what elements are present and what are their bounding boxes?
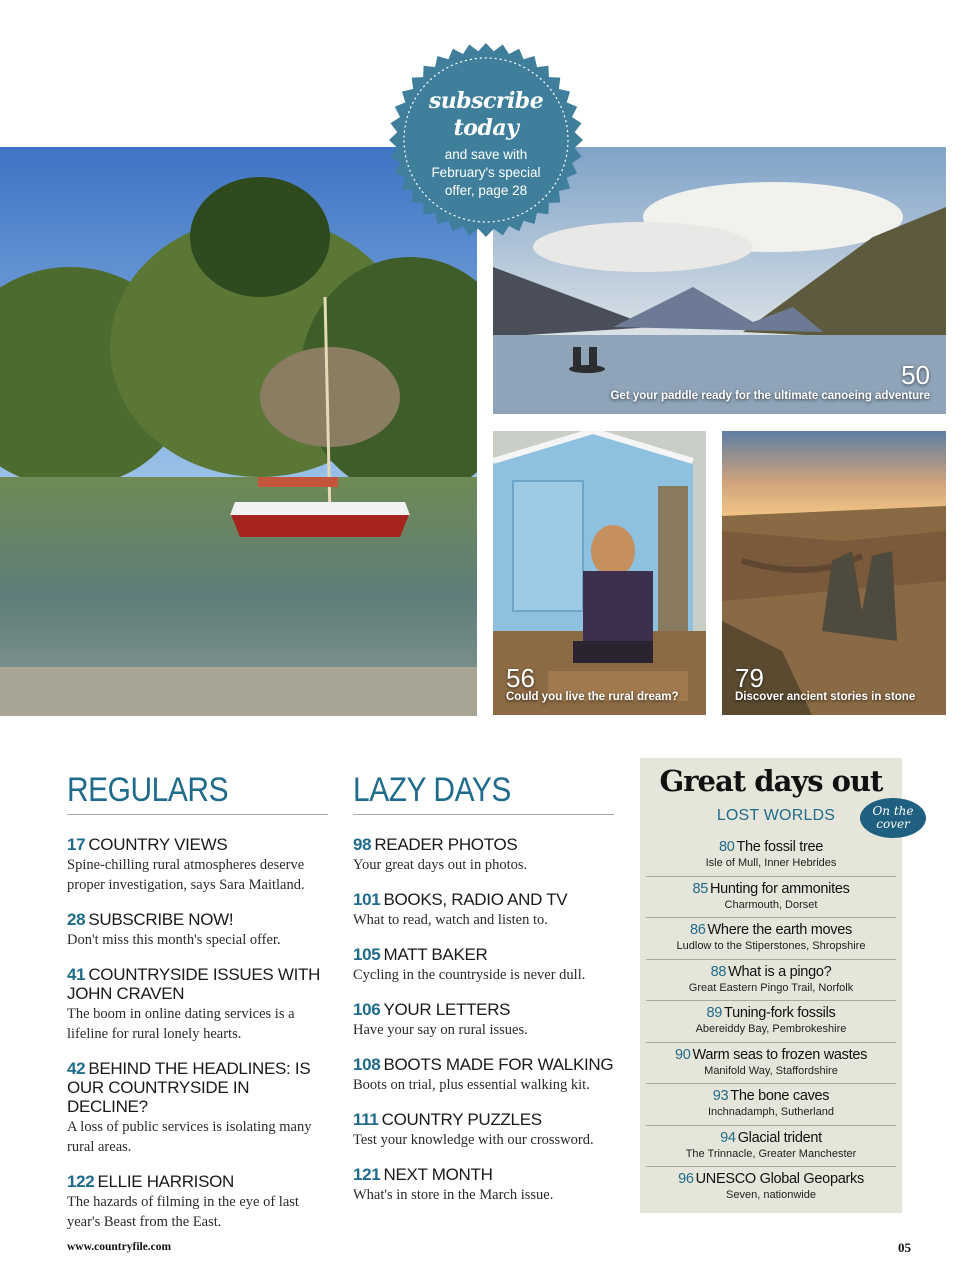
- entry-description: Don't miss this month's special offer.: [67, 932, 281, 948]
- badge-title-line2: today: [453, 115, 519, 141]
- entry-page-number: 105: [353, 945, 381, 964]
- great-days-out-panel: [640, 758, 914, 1213]
- item-page-number: 88: [710, 963, 727, 980]
- item-page-number: 90: [674, 1046, 691, 1063]
- entry-page-number: 111: [353, 1110, 379, 1129]
- subscribe-badge[interactable]: [388, 42, 584, 238]
- item-title-text: Where the earth moves: [707, 922, 852, 938]
- item-title-text: Glacial trident: [737, 1129, 822, 1146]
- entry-title: [353, 945, 614, 964]
- divider: [67, 814, 328, 815]
- entry-title: [353, 1110, 614, 1129]
- entry-page-number: 28: [67, 910, 86, 929]
- on-the-cover-badge: [860, 798, 926, 838]
- entry-page-number: 122: [67, 1172, 95, 1191]
- footer-website[interactable]: www.countryfile.com: [67, 1241, 172, 1253]
- lost-worlds-subtitle: LOST WORLDS: [716, 807, 836, 824]
- entry-page-number: 17: [67, 835, 86, 854]
- entry-page-number: 108: [353, 1055, 381, 1074]
- badge-sub-line3: offer, page 28: [444, 183, 528, 198]
- item-location: Manifold Way, Staffordshire: [704, 1064, 838, 1077]
- entry-title-text: SUBSCRIBE NOW!: [88, 910, 234, 929]
- item-title: [646, 963, 896, 981]
- entry-title-text: COUNTRYSIDE ISSUES WITH JOHN CRAVEN: [67, 965, 321, 1003]
- item-location: Abereiddy Bay, Pembrokeshire: [695, 1023, 847, 1035]
- item-title: [646, 1129, 896, 1147]
- entry-title-text: ELLIE HARRISON: [97, 1172, 235, 1191]
- item-title: [646, 921, 896, 939]
- photo-page-number: 56: [506, 663, 535, 693]
- footer-page-number: 05: [898, 1240, 911, 1255]
- entry-title-text: NEXT MONTH: [383, 1165, 493, 1184]
- item-location: Seven, nationwide: [726, 1189, 816, 1201]
- regulars-list: [67, 835, 328, 1232]
- great-days-out-title: Great days out: [659, 764, 883, 798]
- great-days-out-item[interactable]: [646, 835, 896, 877]
- divider: [353, 814, 614, 815]
- badge-title-line1: subscribe: [428, 88, 544, 114]
- item-title-text: UNESCO Global Geoparks: [695, 1171, 864, 1187]
- item-page-number: 85: [692, 880, 708, 897]
- item-title: [646, 1046, 896, 1064]
- contents-entry[interactable]: [353, 1055, 614, 1095]
- entry-title: [67, 965, 328, 1003]
- item-page-number: 89: [706, 1005, 723, 1021]
- item-page-number: 93: [712, 1088, 729, 1104]
- lazy-days-column: [353, 770, 614, 1220]
- great-days-out-item[interactable]: [646, 1167, 896, 1209]
- lazy-days-list: [353, 835, 614, 1205]
- photo-caption: Could you live the rural dream?: [506, 691, 679, 703]
- entry-title: [353, 1165, 614, 1184]
- great-days-out-item[interactable]: [646, 1001, 896, 1043]
- entry-description: The boom in online dating services is a lifeline for rural lonely hearts.: [67, 1006, 295, 1042]
- entry-description: What's in store in the March issue.: [353, 1187, 554, 1203]
- lazy-days-heading: LAZY DAYS: [353, 771, 511, 809]
- entry-description: Have your say on rural issues.: [353, 1022, 528, 1038]
- photo-beach-hut: [493, 431, 706, 715]
- contents-entry[interactable]: [67, 1059, 328, 1157]
- great-days-out-item[interactable]: [646, 960, 896, 1002]
- great-days-out-item[interactable]: [646, 1084, 896, 1126]
- item-location: Charmouth, Dorset: [724, 898, 818, 911]
- item-title-text: Tuning-fork fossils: [724, 1005, 836, 1021]
- entry-page-number: 101: [353, 890, 381, 909]
- photo-page-number: 50: [901, 360, 930, 390]
- item-location: Isle of Mull, Inner Hebrides: [705, 857, 837, 869]
- contents-entry[interactable]: [67, 910, 328, 950]
- item-title: [646, 1087, 896, 1105]
- entry-page-number: 42: [67, 1059, 86, 1078]
- item-location: Inchnadamph, Sutherland: [708, 1106, 834, 1118]
- great-days-out-item[interactable]: [646, 1126, 896, 1168]
- entry-title-text: BOOKS, RADIO AND TV: [383, 890, 568, 909]
- entry-title: [67, 1059, 328, 1116]
- entry-page-number: 106: [353, 1000, 381, 1019]
- contents-entry[interactable]: [67, 1172, 328, 1232]
- entry-description: What to read, watch and listen to.: [353, 912, 548, 928]
- entry-title: [67, 835, 328, 854]
- entry-description: The hazards of filming in the eye of last year's Beast from the East.: [67, 1194, 299, 1230]
- entry-title: [67, 910, 328, 929]
- photo-caption: Discover ancient stories in stone: [735, 691, 916, 703]
- contents-entry[interactable]: [353, 945, 614, 985]
- entry-description: Spine-chilling rural atmospheres deserve proper investigation, says Sara Maitland.: [67, 857, 305, 893]
- contents-entry[interactable]: [67, 835, 328, 895]
- badge-sub-line2: February's special: [431, 165, 541, 180]
- entry-title: [353, 890, 614, 909]
- entry-page-number: 41: [67, 965, 86, 984]
- entry-title: [67, 1172, 328, 1191]
- item-location: Ludlow to the Stiperstones, Shropshire: [676, 940, 866, 952]
- entry-title-text: COUNTRY PUZZLES: [381, 1110, 542, 1129]
- item-title-text: What is a pingo?: [728, 963, 832, 980]
- entry-title: [353, 1000, 614, 1019]
- item-page-number: 96: [678, 1171, 694, 1187]
- item-title-text: Hunting for ammonites: [709, 880, 850, 897]
- entry-title-text: READER PHOTOS: [374, 835, 518, 854]
- great-days-out-item[interactable]: [646, 918, 896, 960]
- item-title: [646, 1170, 896, 1188]
- photo-caption: Get your paddle ready for the ultimate canoeing adventure: [610, 390, 930, 402]
- regulars-heading: REGULARS: [67, 771, 229, 809]
- contents-entry[interactable]: [353, 1000, 614, 1040]
- item-title-text: Warm seas to frozen wastes: [692, 1046, 868, 1063]
- item-page-number: 80: [718, 839, 735, 855]
- entry-page-number: 121: [353, 1165, 381, 1184]
- entry-title-text: MATT BAKER: [383, 945, 488, 964]
- contents-entry[interactable]: [67, 965, 328, 1044]
- entry-description: Cycling in the countryside is never dull.: [353, 967, 586, 983]
- item-title: [646, 838, 896, 856]
- entry-title-text: COUNTRY VIEWS: [88, 835, 228, 854]
- contents-entry[interactable]: [353, 890, 614, 930]
- item-location: The Trinnacle, Greater Manchester: [685, 1147, 857, 1160]
- entry-title: [353, 1055, 614, 1074]
- contents-entry[interactable]: [353, 1165, 614, 1205]
- item-title: [646, 880, 896, 898]
- photo-ancient-stones: [722, 431, 946, 715]
- great-days-out-list: [646, 835, 896, 1209]
- entry-page-number: 98: [353, 835, 372, 854]
- on-cover-line1: On the: [872, 804, 914, 818]
- contents-entry[interactable]: [353, 1110, 614, 1150]
- badge-sub-line1: and save with: [444, 147, 528, 162]
- item-location: Great Eastern Pingo Trail, Norfolk: [688, 981, 854, 994]
- entry-description: Your great days out in photos.: [353, 857, 528, 873]
- photo-page-number: 79: [735, 663, 764, 693]
- item-title: [646, 1004, 896, 1022]
- great-days-out-item[interactable]: [646, 1043, 896, 1085]
- item-title-text: The fossil tree: [736, 839, 824, 855]
- entry-title-text: YOUR LETTERS: [383, 1000, 511, 1019]
- entry-description: Boots on trial, plus essential walking kit.: [353, 1077, 590, 1093]
- entry-title-text: BEHIND THE HEADLINES: IS OUR COUNTRYSIDE IN DECLINE?: [67, 1059, 311, 1116]
- item-page-number: 94: [720, 1129, 736, 1146]
- regulars-column: [67, 770, 328, 1247]
- item-title-text: The bone caves: [730, 1088, 830, 1104]
- entry-title: [353, 835, 614, 854]
- great-days-out-item[interactable]: [646, 877, 896, 919]
- contents-entry[interactable]: [353, 835, 614, 875]
- on-cover-line2: cover: [876, 817, 910, 831]
- item-page-number: 86: [690, 922, 706, 938]
- entry-description: A loss of public services is isolating many rural areas.: [67, 1119, 312, 1155]
- entry-description: Test your knowledge with our crossword.: [353, 1132, 594, 1148]
- entry-title-text: BOOTS MADE FOR WALKING: [383, 1055, 614, 1074]
